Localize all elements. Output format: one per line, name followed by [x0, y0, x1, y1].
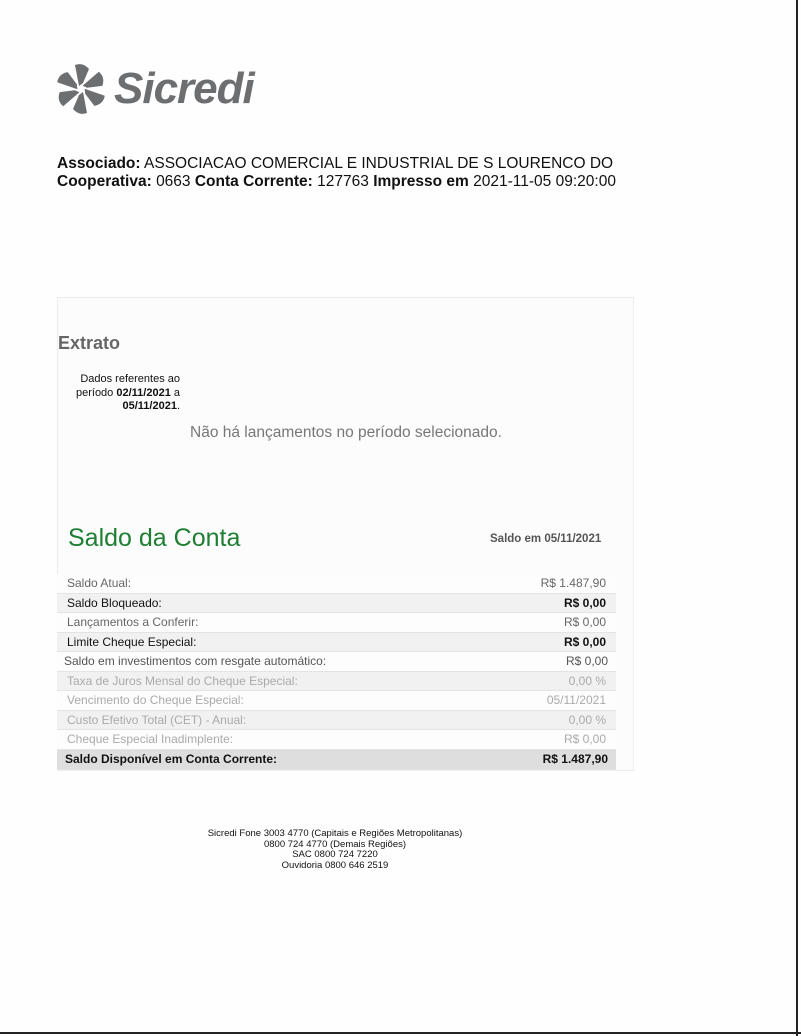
- footer-other-regions-line: 0800 724 4770 (Demais Regiões): [263, 838, 407, 850]
- page-edge-right: [796, 0, 798, 1036]
- brand-name: Sicredi: [114, 64, 254, 113]
- saldo-row: [57, 730, 616, 750]
- contact-footer: [200, 829, 470, 871]
- saldo-row-value: R$ 0,00: [565, 654, 608, 669]
- saldo-date: Saldo em 05/11/2021: [490, 533, 602, 545]
- saldo-row: [57, 672, 616, 692]
- sicredi-pinwheel-icon: [56, 63, 106, 115]
- saldo-row-value: 0,00 %: [568, 673, 606, 688]
- sicredi-logo: [56, 62, 254, 116]
- saldo-row-label: Taxa de Juros Mensal do Cheque Especial:: [67, 673, 298, 688]
- saldo-row-value: R$ 0,00: [563, 595, 606, 610]
- saldo-row-value: 05/11/2021: [546, 693, 606, 708]
- footer-sac-line: SAC 0800 724 7220: [292, 849, 378, 860]
- saldo-total-value: R$ 1.487,90: [542, 752, 608, 766]
- saldo-row-value: 0,00 %: [568, 712, 606, 727]
- saldo-row-value: R$ 0,00: [563, 732, 606, 747]
- impresso-label: Impresso em: [373, 173, 469, 190]
- saldo-row-label: Saldo em investimentos com resgate automático:: [64, 654, 327, 669]
- saldo-row-label: Saldo Bloqueado:: [67, 595, 162, 610]
- saldo-table: [57, 574, 616, 770]
- saldo-row: [57, 574, 616, 594]
- saldo-row: [57, 691, 616, 711]
- saldo-row: [57, 652, 616, 672]
- empty-message: Não há lançamentos no período selecionado.: [190, 424, 502, 441]
- saldo-row-label: Limite Cheque Especial:: [67, 634, 197, 649]
- associado-label: Associado:: [57, 155, 141, 172]
- account-info: [57, 155, 616, 191]
- saldo-row: [57, 613, 616, 633]
- saldo-row: [57, 711, 616, 731]
- conta-value: 127763: [317, 173, 369, 190]
- saldo-title: Saldo da Conta: [68, 524, 241, 552]
- saldo-row-value: R$ 0,00: [563, 634, 606, 649]
- saldo-total-row: [57, 750, 616, 770]
- saldo-row: [57, 594, 616, 614]
- conta-label: Conta Corrente:: [194, 173, 313, 190]
- associado-value: ASSOCIACAO COMERCIAL E INDUSTRIAL DE S LOURENCO DO: [144, 155, 614, 172]
- footer-phone-line: Sicredi Fone 3003 4770 (Capitais e Regiões Metropolitanas): [207, 828, 463, 839]
- periodo-suffix: .: [176, 400, 180, 412]
- periodo-end: 05/11/2021: [122, 400, 177, 412]
- periodo-start: 02/11/2021: [116, 386, 171, 399]
- periodo-mid: a: [173, 386, 180, 399]
- saldo-row-label: Saldo Atual:: [67, 576, 132, 591]
- extrato-title: Extrato: [58, 333, 121, 353]
- periodo-text: [62, 373, 180, 414]
- saldo-row-label: Cheque Especial Inadimplente:: [67, 732, 234, 747]
- impresso-value: 2021-11-05 09:20:00: [473, 173, 616, 190]
- footer-ouvidoria-line: Ouvidoria 0800 646 2519: [281, 859, 389, 871]
- cooperativa-value: 0663: [156, 173, 191, 190]
- cooperativa-label: Cooperativa:: [57, 173, 152, 190]
- conta-line: [57, 173, 616, 191]
- saldo-row-label: Lançamentos a Conferir:: [67, 615, 199, 630]
- saldo-row-label: Vencimento do Cheque Especial:: [67, 693, 244, 708]
- saldo-row: [57, 633, 616, 653]
- page-edge-bottom: [0, 1032, 801, 1034]
- saldo-row-value: R$ 1.487,90: [540, 576, 606, 591]
- periodo-prefix: Dados referentes ao período: [75, 373, 180, 399]
- saldo-row-value: R$ 0,00: [563, 615, 606, 630]
- associado-line: [57, 155, 616, 173]
- saldo-total-label: Saldo Disponível em Conta Corrente:: [65, 752, 278, 766]
- saldo-row-label: Custo Efetivo Total (CET) - Anual:: [67, 712, 247, 727]
